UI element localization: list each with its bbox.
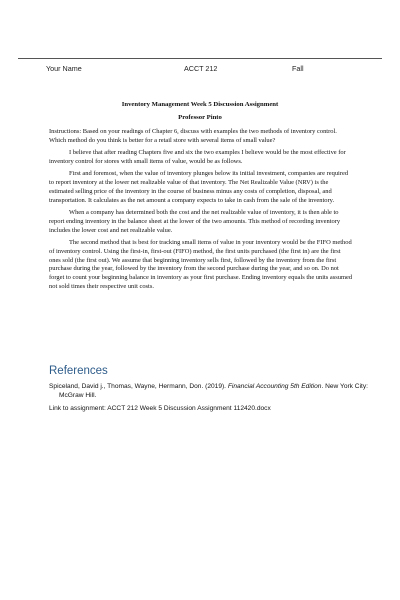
references-heading: References [49, 365, 108, 377]
reference-entry [49, 383, 369, 401]
header-divider [18, 58, 382, 59]
paragraph-lower-of-cost: When a company has determined both the cost and the net realizable value of inventory, it is then able to report ending inventory in the balance sheet at the lower of the two amounts. This method of recording inventory includes the lower cost and net realizable value. [49, 208, 341, 234]
document-title: Inventory Management Week 5 Discussion Assignment [121, 101, 279, 108]
reference-authors: Spiceland, David j., Thomas, Wayne, Hermann, Don. (2019). [49, 383, 227, 390]
paragraph-nrv: First and foremost, when the value of inventory plunges below its initial investment, companies are required to report inventory at the lower net realizable value of that inventory. The Net Realizable Value (NRV) is the estimated selling price of the inventory in the course of business minus any costs of completion, disposal, and transportation. It calculates as the net amount a company expects to take in cash from the sale of the inventory. [49, 170, 349, 204]
header-student-name: Your Name [46, 64, 82, 73]
paragraph-intro: I believe that after reading Chapters five and six the two examples I believe would be the most effective for inventory control for stores with small items of value, would be as follows. [49, 149, 346, 165]
page-header [0, 64, 400, 76]
header-term: Fall [292, 64, 304, 73]
reference-publisher: . New York City: McGraw Hill. [59, 383, 368, 399]
document-author: Professor Pinto [178, 114, 222, 121]
document-body [49, 128, 353, 295]
paragraph-fifo: The second method that is best for tracking small items of value in your inventory would be the FIFO method of inventory control. Using the first-in, first-out (FIFO) method, the first units purchased (the first in) are the first ones sold (the first out). We assume that beginning inventory sells first, followed by the inventory from the first purchase during the year, followed by the inventory from the second purchase during the year, and so on. Do not forget to count your beginning balance in inventory as your first purchase. Ending inventory equals the units assumed not sold times their respective unit costs. [49, 238, 353, 291]
assignment-link[interactable]: Link to assignment: ACCT 212 Week 5 Discussion Assignment 112420.docx [49, 405, 271, 412]
paragraph-instructions: Instructions: Based on your readings of Chapter 6, discuss with examples the two methods of inventory control. Which method do you think is better for a retail store with several items of small value? [49, 128, 337, 144]
reference-title: Financial Accounting 5th Edition [227, 383, 322, 390]
header-course: ACCT 212 [184, 64, 218, 73]
